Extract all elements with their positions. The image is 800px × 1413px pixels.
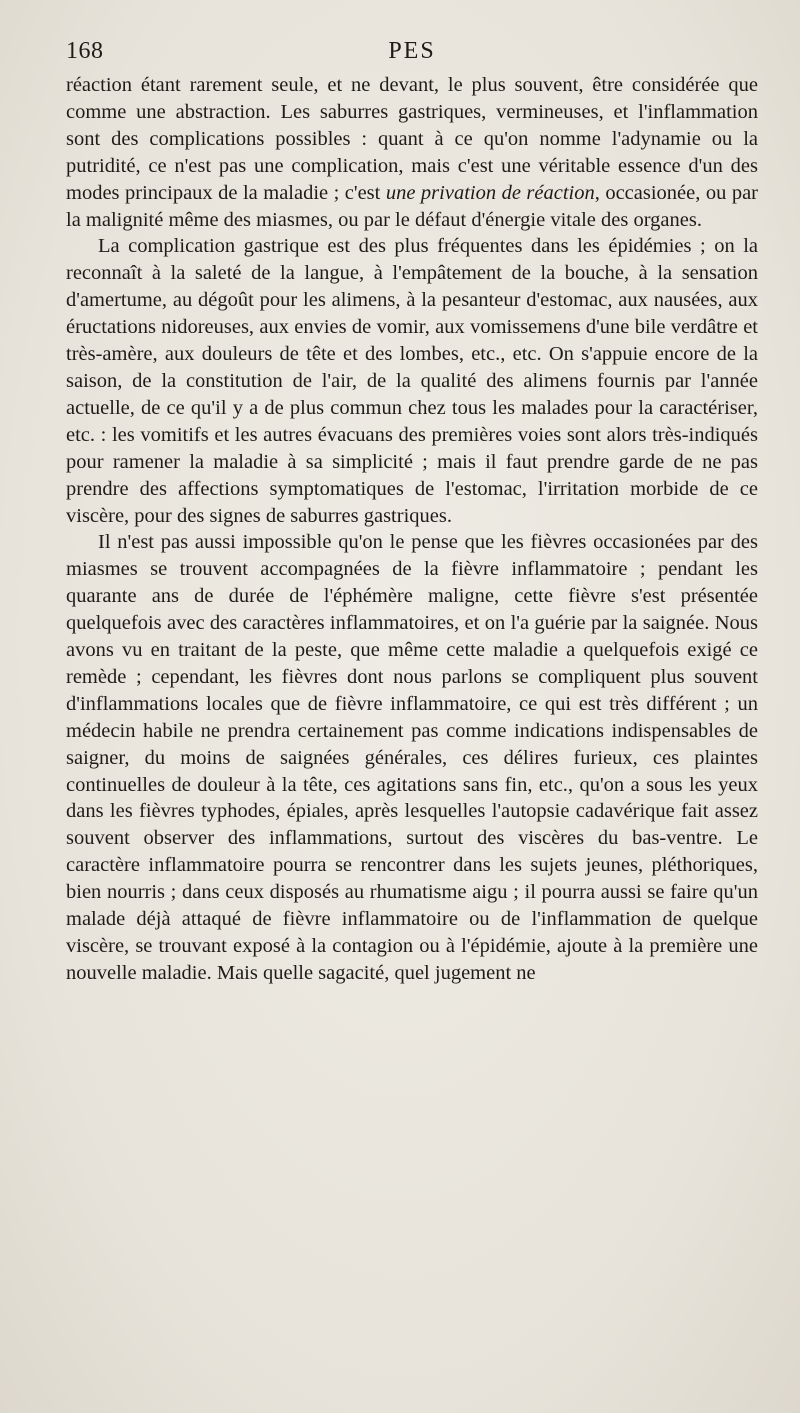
paragraph-inflammatory-fever: Il n'est pas aussi impossible qu'on le pense que les fièvres occasionées par des miasmes se trouvent accompagnées de la fièvre inflammatoire ; pendant les quarante ans de durée de l'éphémère maligne, cette fièvre s'est présentée quelquefois avec des caractères inflammatoires, et on l'a guérie par la saignée. Nous avons vu en traitant de la peste, que même cette maladie a quelquefois exigé ce remède ; cependant, les fièvres dont nous parlons se compliquent plus souvent d'inflammations locales que de fièvre inflammatoire, ce qui est très différent ; un médecin habile ne prendra certainement pas comme indications indispensables de saigner, du moins de saignées générales, ces délires furieux, ces plaintes continuelles de douleur à la tête, ces agitations sans fin, etc., qu'on a sous les yeux dans les fièvres typhodes, épiales, après lesquelles l'autopsie cadavérique fait assez souvent observer des inflammations, surtout des viscères du bas-ventre. Le caractère inflammatoire pourra se rencontrer dans les sujets jeunes, pléthoriques, bien nourris ; dans ceux disposés au rhumatisme aigu ; il pourra aussi se faire qu'un malade déjà attaqué de fièvre inflammatoire ou de l'inflammation de quelque viscère, se trouvant exposé à la contagion ou à l'épidémie, ajoute à la première une nouvelle maladie. Mais quelle sagacité, quel jugement ne	[66, 531, 758, 984]
paragraph-text: , occasionée, ou par la malignité même des miasmes, ou par le défaut d'énergie vitale des organes.	[66, 181, 759, 231]
emphasis-text: une privation de réaction	[385, 181, 595, 204]
paragraph-continuation	[66, 72, 758, 233]
page-number: 168	[66, 38, 104, 64]
paragraph-text: réaction étant rarement seule, et ne devant, le plus souvent, être considérée que comme une abstraction. Les saburres gastriques, vermineuses, et l'inflammation sont des complications possibles : quant à ce qu'on nomme l'adynamie ou la putridité, ce n'est pas une complication, mais c'est une véritable essence d'un des modes principaux de la maladie ; c'est	[66, 74, 758, 204]
running-head: PES	[388, 38, 436, 64]
body-text	[66, 72, 758, 987]
paragraph-gastric-complication: La complication gastrique est des plus fréquentes dans les épidémies ; on la reconnaît à la saleté de la langue, à l'empâtement de la bouche, à la sensation d'amertume, au dégoût pour les alimens, à la pesanteur d'estomac, aux nausées, aux éructations nidoreuses, aux envies de vomir, aux vomissemens d'une bile verdâtre et très-amère, aux douleurs de tête et des lombes, etc., etc. On s'appuie encore de la saison, de la constitution de l'air, de la qualité des alimens fournis par l'année actuelle, de ce qu'il y a de plus commun chez tous les malades pour la caractériser, etc. : les vomitifs et les autres évacuans des premières voies sont alors très-indiqués pour ramener la maladie à sa simplicité ; mais il faut prendre garde de ne pas prendre des affections symptomatiques de l'estomac, l'irritation morbide de ce viscère, pour des signes de saburres gastriques.	[66, 235, 758, 527]
page-header	[66, 38, 758, 72]
